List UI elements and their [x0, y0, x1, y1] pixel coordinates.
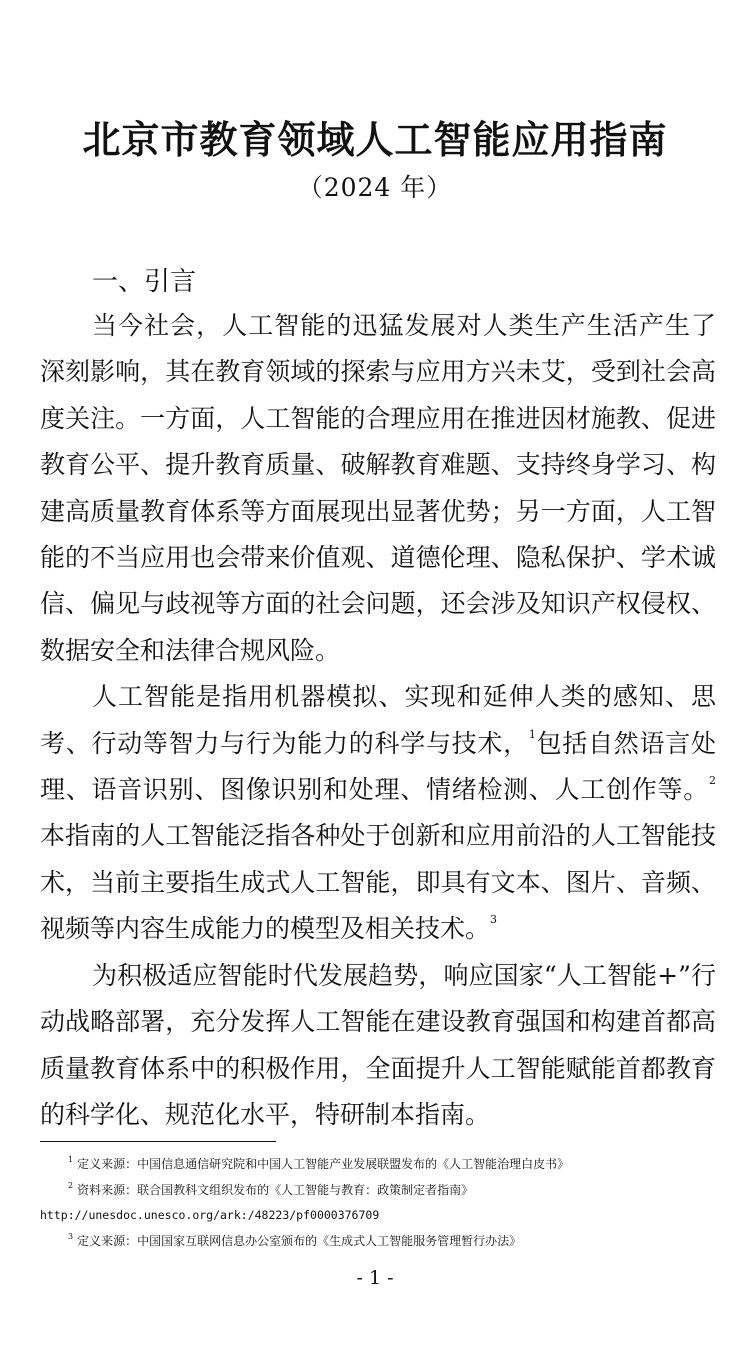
paragraph-1: 当今社会，人工智能的迅猛发展对人类生产生活产生了深刻影响，其在教育领域的探索与应用方兴未艾，受到社会高度关注。一方面，人工智能的合理应用在推进因材施教、促进教育公平、提升教育质量、破解教育难题、支持终身学习、构建高质量教育体系等方面展现出显著优势；另一方面，人工智能的不当应用也会带来价值观、道德伦理、隐私保护、学术诚信、偏见与歧视等方面的社会问题，还会涉及知识产权侵权、数据安全和法律合规风险。 — [40, 311, 716, 665]
document-title: 北京市教育领域人工智能应用指南 — [82, 118, 668, 162]
paragraph-3: 为积极适应智能时代发展趋势，响应国家“人工智能+”行动战略部署，充分发挥人工智能在建设教育强国和构建首都高质量教育体系中的积极作用，全面提升人工智能赋能首都教育的科学化、规范化水平，特研制本指南。 — [40, 960, 716, 1129]
section-heading-introduction: 一、引言 — [92, 267, 197, 297]
footnote-ref-1[interactable]: 1 — [528, 727, 536, 741]
footnote-1 — [40, 1152, 720, 1178]
footnote-ref-3[interactable]: 3 — [490, 913, 498, 927]
body-text — [40, 303, 716, 1138]
footnote-3-number: 3 — [68, 1231, 74, 1241]
paragraph-2-part-3: 本指南的人工智能泛指各种处于创新和应用前沿的人工智能技术，当前主要指生成式人工智能，即具有文本、图片、音频、视频等内容生成能力的模型及相关技术。 — [40, 821, 716, 944]
paragraph-2-part-2: 包括自然语言处理、语音识别、图像识别和处理、情绪检测、人工创作等。 — [40, 728, 716, 805]
footnote-1-number: 1 — [68, 1155, 74, 1164]
footnote-separator — [40, 1141, 276, 1142]
document-subtitle-year: （2024 年） — [297, 173, 453, 202]
page-number: - 1 - — [356, 1267, 394, 1289]
footnote-1-text: 定义来源：中国信息通信研究院和中国人工智能产业发展联盟发布的《人工智能治理白皮书》 — [77, 1157, 570, 1171]
footnote-ref-2[interactable]: 2 — [709, 774, 716, 788]
footnote-3-text: 定义来源：中国国家互联网信息办公室颁布的《生成式人工智能服务管理暂行办法》 — [77, 1233, 522, 1248]
footnote-2 — [40, 1178, 720, 1204]
footnotes — [40, 1152, 720, 1254]
footnote-2-url-link[interactable]: http://unesdoc.unesco.org/ark:/48223/pf0000376709 — [40, 1208, 380, 1222]
footnote-3 — [40, 1229, 720, 1255]
footnote-2-number: 2 — [68, 1180, 74, 1190]
paragraph-2 — [40, 674, 716, 952]
footnote-2-text: 资料来源：联合国教科文组织发布的《人工智能与教育：政策制定者指南》 — [77, 1182, 474, 1197]
paragraph-2-part-1: 人工智能是指用机器模拟、实现和延伸人类的感知、思考、行动等智力与行为能力的科学与技术， — [40, 682, 716, 758]
